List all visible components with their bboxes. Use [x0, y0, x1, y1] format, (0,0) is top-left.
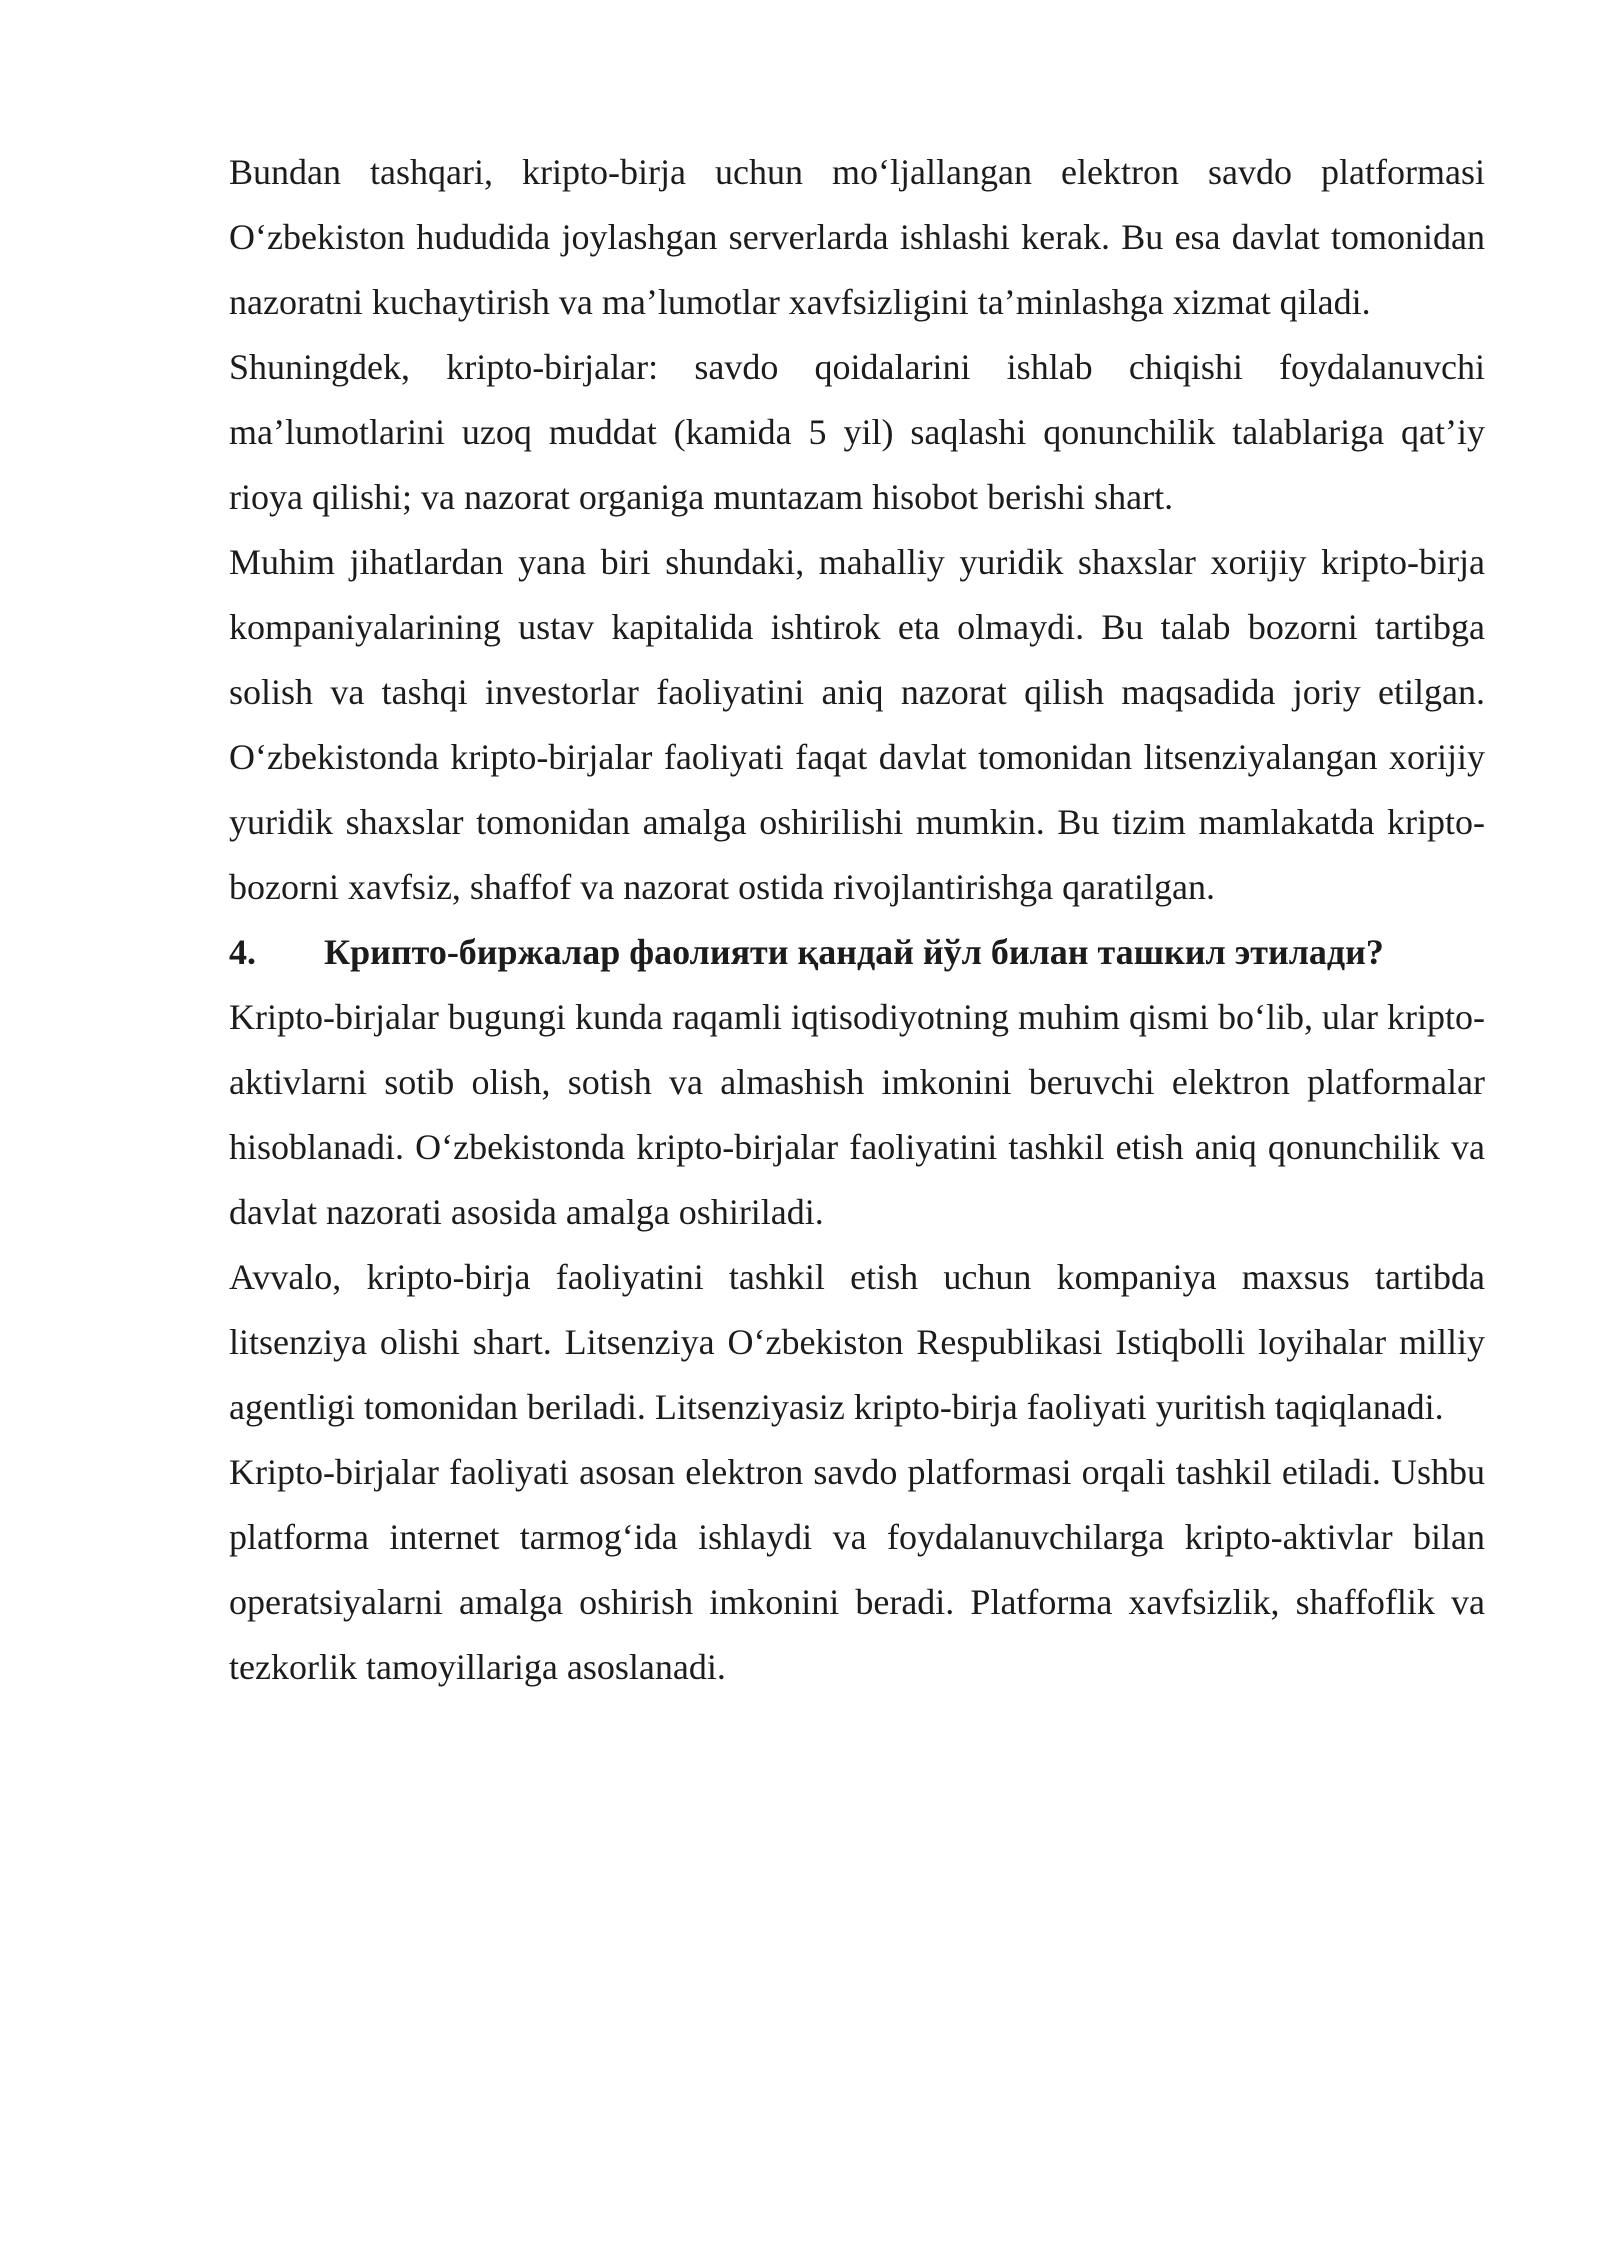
section-title: Крипто-биржалар фаолияти қандай йўл билан ташкил этилади? [324, 932, 1384, 972]
document-body [229, 140, 1485, 1700]
paragraph-license: Avvalo, kripto-birja faoliyatini tashkil etish uchun kompaniya maxsus tartibda litsenziya olishi shart. Litsenziya O‘zbekiston Respublikasi Istiqbolli loyihalar milliy agentligi tomonidan beriladi. Litsenziyasiz kripto-birja faoliyati yuritish taqiqlanadi. [229, 1257, 1485, 1427]
paragraph-platform: Kripto-birjalar faoliyati asosan elektron savdo platformasi orqali tashkil etiladi. Ushbu platforma internet tarmog‘ida ishlaydi va foydalanuvchilarga kripto-aktivlar bilan operatsiyalarni amalga oshirish imkonini beradi. Platforma xavfsizlik, shaffoflik va tezkorlik tamoyillariga asoslanadi. [229, 1452, 1485, 1687]
section-number: 4. [229, 932, 256, 972]
paragraph-servers: Bundan tashqari, kripto-birja uchun mo‘ljallangan elektron savdo platformasi O‘zbekiston hududida joylashgan serverlarda ishlashi kerak. Bu esa davlat tomonidan nazoratni kuchaytirish va ma’lumotlar xavfsizligini ta’minlashga xizmat qiladi. [229, 152, 1485, 322]
paragraph-obligations: Shuningdek, kripto-birjalar: savdo qoidalarini ishlab chiqishi foydalanuvchi ma’lumotlarini uzoq muddat (kamida 5 yil) saqlashi qonunchilik talablariga qat’iy rioya qilishi; va nazorat organiga muntazam hisobot berishi shart. [229, 347, 1485, 517]
section-heading [229, 920, 1485, 985]
paragraph-introduction: Kripto-birjalar bugungi kunda raqamli iqtisodiyotning muhim qismi bo‘lib, ular kripto-aktivlarni sotib olish, sotish va almashish imkonini beruvchi elektron platformalar hisoblanadi. O‘zbekistonda kripto-birjalar faoliyatini tashkil etish aniq qonunchilik va davlat nazorati asosida amalga oshiriladi. [229, 997, 1485, 1232]
paragraph-foreign-entities: Muhim jihatlardan yana biri shundaki, mahalliy yuridik shaxslar xorijiy kripto-birja kompaniyalarining ustav kapitalida ishtirok eta olmaydi. Bu talab bozorni tartibga solish va tashqi investorlar faoliyatini aniq nazorat qilish maqsadida joriy etilgan. O‘zbekistonda kripto-birjalar faoliyati faqat davlat tomonidan litsenziyalangan xorijiy yuridik shaxslar tomonidan amalga oshirilishi mumkin. Bu tizim mamlakatda kripto-bozorni xavfsiz, shaffof va nazorat ostida rivojlantirishga qaratilgan. [229, 542, 1485, 907]
